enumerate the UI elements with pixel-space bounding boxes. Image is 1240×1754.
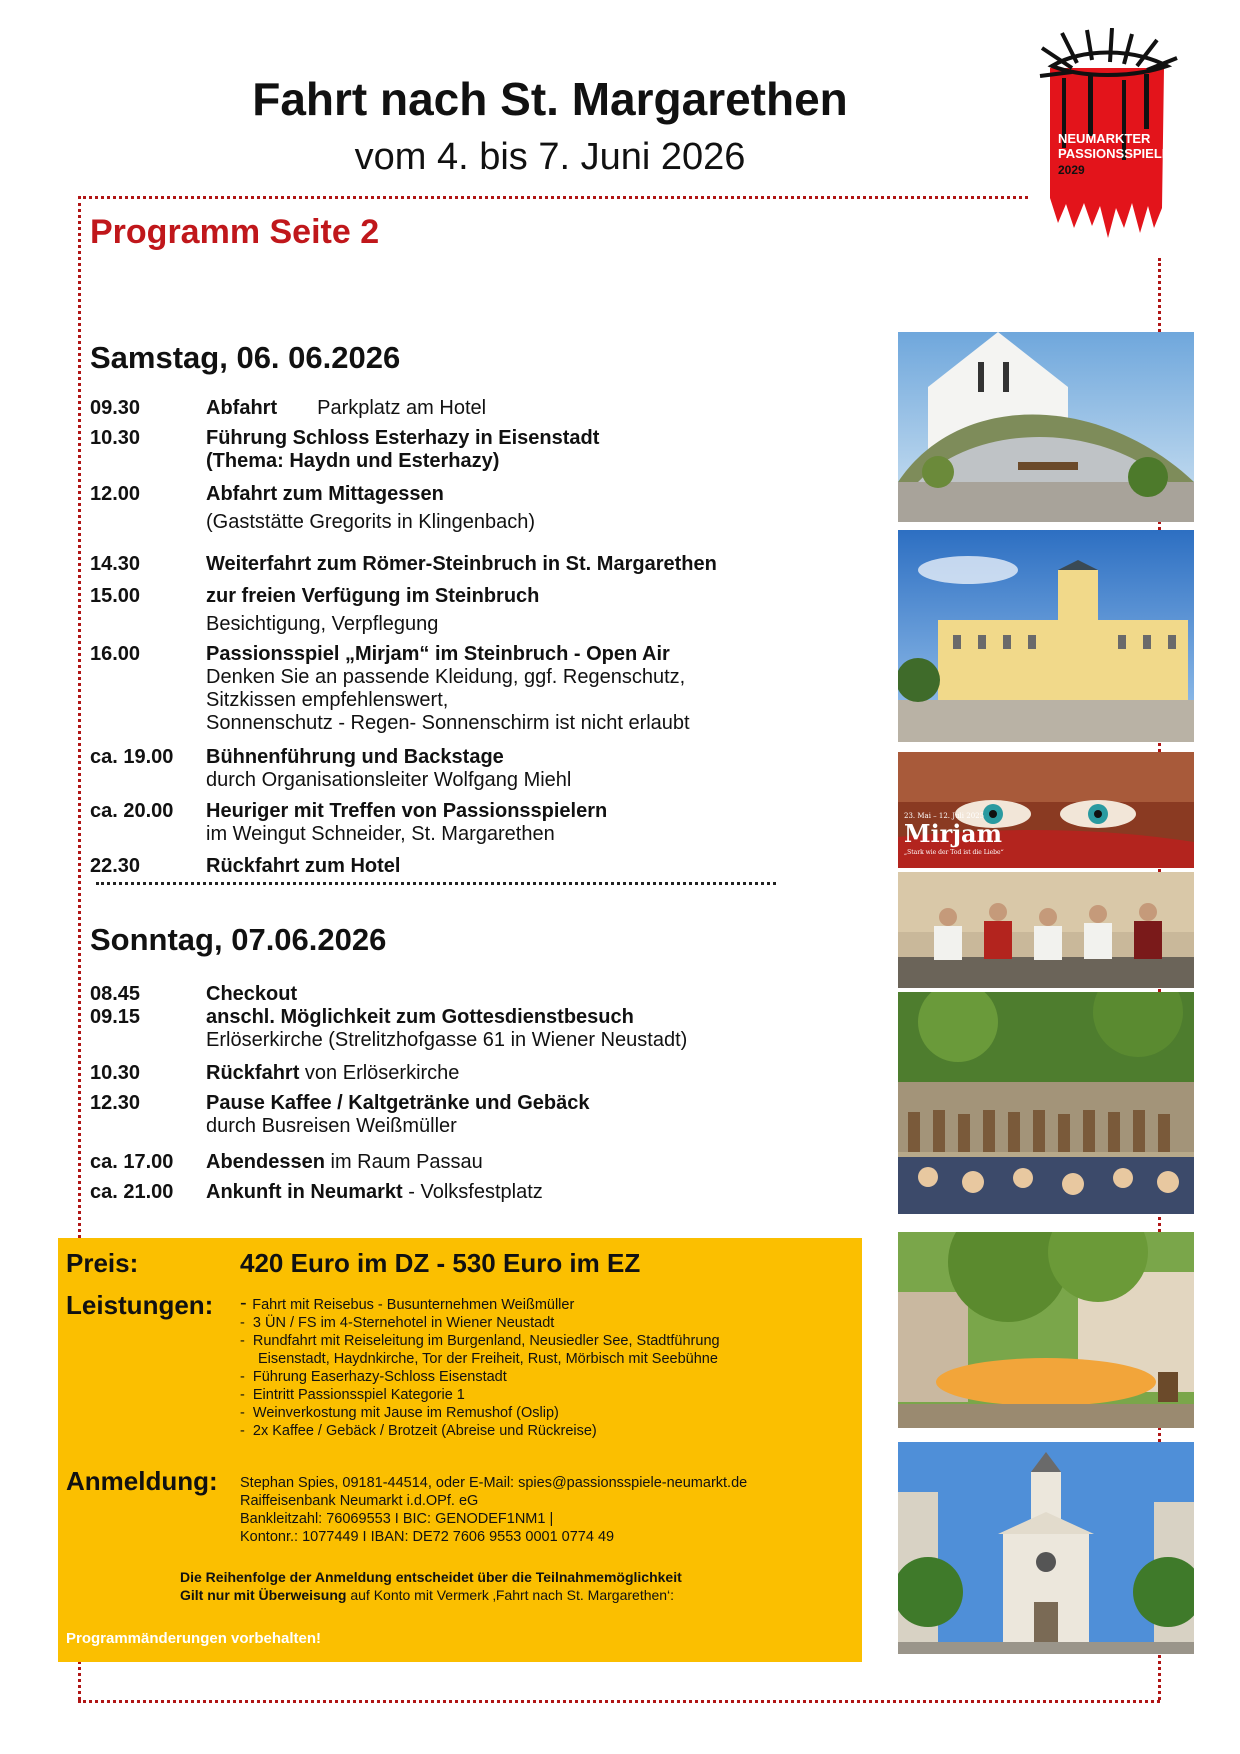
- note-transfer: auf Konto mit Vermerk ‚Fahrt nach St. Margarethen‘:: [346, 1587, 675, 1603]
- item-detail: Denken Sie an passende Kleidung, ggf. Regenschutz,: [206, 666, 686, 688]
- list-item: - Weinverkostung mit Jause im Remushof (Oslip): [240, 1405, 559, 1421]
- time: ca. 19.00: [90, 746, 174, 768]
- mirjam-title: Mirjam: [904, 819, 1002, 848]
- item-title: Ankunft in Neumarkt: [206, 1181, 403, 1203]
- item-detail: (Thema: Haydn und Esterhazy): [206, 450, 500, 472]
- item-title: Heuriger mit Treffen von Passionsspielern: [206, 800, 608, 822]
- registration-details: [240, 1474, 850, 1546]
- services-list: [240, 1294, 850, 1440]
- item-detail: - Volksfestplatz: [408, 1181, 543, 1203]
- item-title: Bühnenführung und Backstage: [206, 746, 504, 768]
- page-subtitle: vom 4. bis 7. Juni 2026: [354, 136, 746, 178]
- item-title: anschl. Möglichkeit zum Gottesdienstbesuch: [206, 1006, 634, 1028]
- dotted-frame: [78, 196, 1028, 199]
- footer-note: Programmänderungen vorbehalten!: [66, 1630, 322, 1647]
- time: 10.30: [90, 1062, 141, 1084]
- price-value: 420 Euro im DZ - 530 Euro im EZ: [240, 1248, 641, 1278]
- time: 09.30: [90, 397, 141, 419]
- time: ca. 21.00: [90, 1181, 174, 1203]
- services-label: Leistungen:: [66, 1290, 214, 1320]
- note-transfer-bold: Gilt nur mit Überweisung: [180, 1587, 347, 1603]
- list-item: - Führung Easerhazy-Schloss Eisenstadt: [240, 1369, 507, 1385]
- time: ca. 17.00: [90, 1151, 174, 1173]
- item-detail: Besichtigung, Verpflegung: [206, 613, 439, 635]
- time: 08.45: [90, 983, 141, 1005]
- item-title: Abfahrt: [206, 397, 278, 419]
- item-title: Rückfahrt zum Hotel: [206, 855, 401, 877]
- photo-erloeserkirche: [898, 1442, 1194, 1654]
- note-order: Die Reihenfolge der Anmeldung entscheidet über die Teilnahmemöglichkeit: [180, 1569, 682, 1585]
- divider: [96, 882, 776, 885]
- item-detail: durch Organisationsleiter Wolfgang Miehl: [206, 769, 572, 791]
- photo-heuriger-courtyard: [898, 1232, 1194, 1428]
- list-item: - Rundfahrt mit Reiseleitung im Burgenland, Neusiedler See, Stadtführung: [240, 1333, 720, 1349]
- time: 12.00: [90, 483, 141, 505]
- page-title: Fahrt nach St. Margarethen: [252, 73, 848, 125]
- item-title: Pause Kaffee / Kaltgetränke und Gebäck: [206, 1092, 590, 1114]
- item-title: Checkout: [206, 983, 298, 1005]
- item-detail: Sonnenschutz - Regen- Sonnenschirm ist nicht erlaubt: [206, 712, 690, 734]
- dotted-frame-bottom: [78, 1700, 1160, 1703]
- photo-modern-building: [898, 332, 1194, 522]
- time: 15.00: [90, 585, 141, 607]
- item-title: Weiterfahrt zum Römer-Steinbruch in St. Margarethen: [206, 553, 717, 575]
- time: 12.30: [90, 1092, 141, 1114]
- logo-line2: PASSIONSSPIELE: [1058, 146, 1171, 161]
- item-title: Passionsspiel „Mirjam“ im Steinbruch - Open Air: [206, 643, 670, 665]
- item-detail: Sitzkissen empfehlenswert,: [206, 689, 449, 711]
- item-detail: (Gaststätte Gregorits in Klingenbach): [206, 511, 536, 533]
- registration-label: Anmeldung:: [66, 1466, 218, 1496]
- time: 16.00: [90, 643, 141, 665]
- list-item: Eisenstadt, Haydnkirche, Tor der Freiheit, Rust, Mörbisch mit Seebühne: [258, 1351, 718, 1367]
- list-item: - Eintritt Passionsspiel Kategorie 1: [240, 1387, 465, 1403]
- bank-line: Kontonr.: 1077449 I IBAN: DE72 7606 9553 0001 0774 49: [240, 1529, 615, 1545]
- list-item: - 2x Kaffee / Gebäck / Brotzeit (Abreise und Rückreise): [240, 1423, 597, 1439]
- list-item: - Fahrt mit Reisebus - Busunternehmen Weißmüller: [240, 1292, 575, 1314]
- item-title: Führung Schloss Esterhazy in Eisenstadt: [206, 427, 600, 449]
- item-detail: im Weingut Schneider, St. Margarethen: [206, 823, 555, 845]
- photo-actors: [898, 872, 1194, 988]
- mirjam-dates: 23. Mai – 12. Juli 2025: [904, 812, 985, 820]
- time: 09.15: [90, 1006, 141, 1028]
- sunday-heading: Sonntag, 07.06.2026: [90, 922, 387, 957]
- item-detail: durch Busreisen Weißmüller: [206, 1115, 457, 1137]
- notes: [180, 1568, 682, 1604]
- bank-line: Raiffeisenbank Neumarkt i.d.OPf. eG: [240, 1493, 479, 1509]
- item-title: Abendessen: [206, 1151, 325, 1173]
- time: 14.30: [90, 553, 141, 575]
- price-label: Preis:: [66, 1248, 139, 1278]
- list-item: - 3 ÜN / FS im 4-Sternehotel in Wiener Neustadt: [240, 1315, 555, 1331]
- time: ca. 20.00: [90, 800, 174, 822]
- item-title: Abfahrt zum Mittagessen: [206, 483, 444, 505]
- item-detail: von Erlöserkirche: [304, 1062, 460, 1084]
- time: 10.30: [90, 427, 141, 449]
- passionsspiele-logo: [1032, 28, 1182, 238]
- photo-steinbruch-crowd: [898, 992, 1194, 1214]
- logo-line1: NEUMARKTER: [1058, 131, 1151, 146]
- photo-mirjam-poster: [898, 752, 1194, 868]
- saturday-heading: Samstag, 06. 06.2026: [90, 340, 401, 375]
- item-detail: im Raum Passau: [330, 1151, 483, 1173]
- item-detail: Parkplatz am Hotel: [317, 397, 487, 419]
- price-box: [58, 1238, 862, 1662]
- time: 22.30: [90, 855, 141, 877]
- item-detail: Erlöserkirche (Strelitzhofgasse 61 in Wiener Neustadt): [206, 1029, 688, 1051]
- item-title: Rückfahrt: [206, 1062, 300, 1084]
- item-title: zur freien Verfügung im Steinbruch: [206, 585, 540, 607]
- contact-line: Stephan Spies, 09181-44514, oder E-Mail: spies@passionsspiele-neumarkt.de: [240, 1475, 748, 1491]
- program-title: Programm Seite 2: [90, 213, 380, 251]
- mirjam-quote: „Stark wie der Tod ist die Liebe“: [904, 849, 1004, 856]
- bank-line: Bankleitzahl: 76069553 I BIC: GENODEF1NM1 |: [240, 1511, 554, 1527]
- logo-year: 2029: [1058, 163, 1085, 177]
- photo-schloss-esterhazy: [898, 530, 1194, 742]
